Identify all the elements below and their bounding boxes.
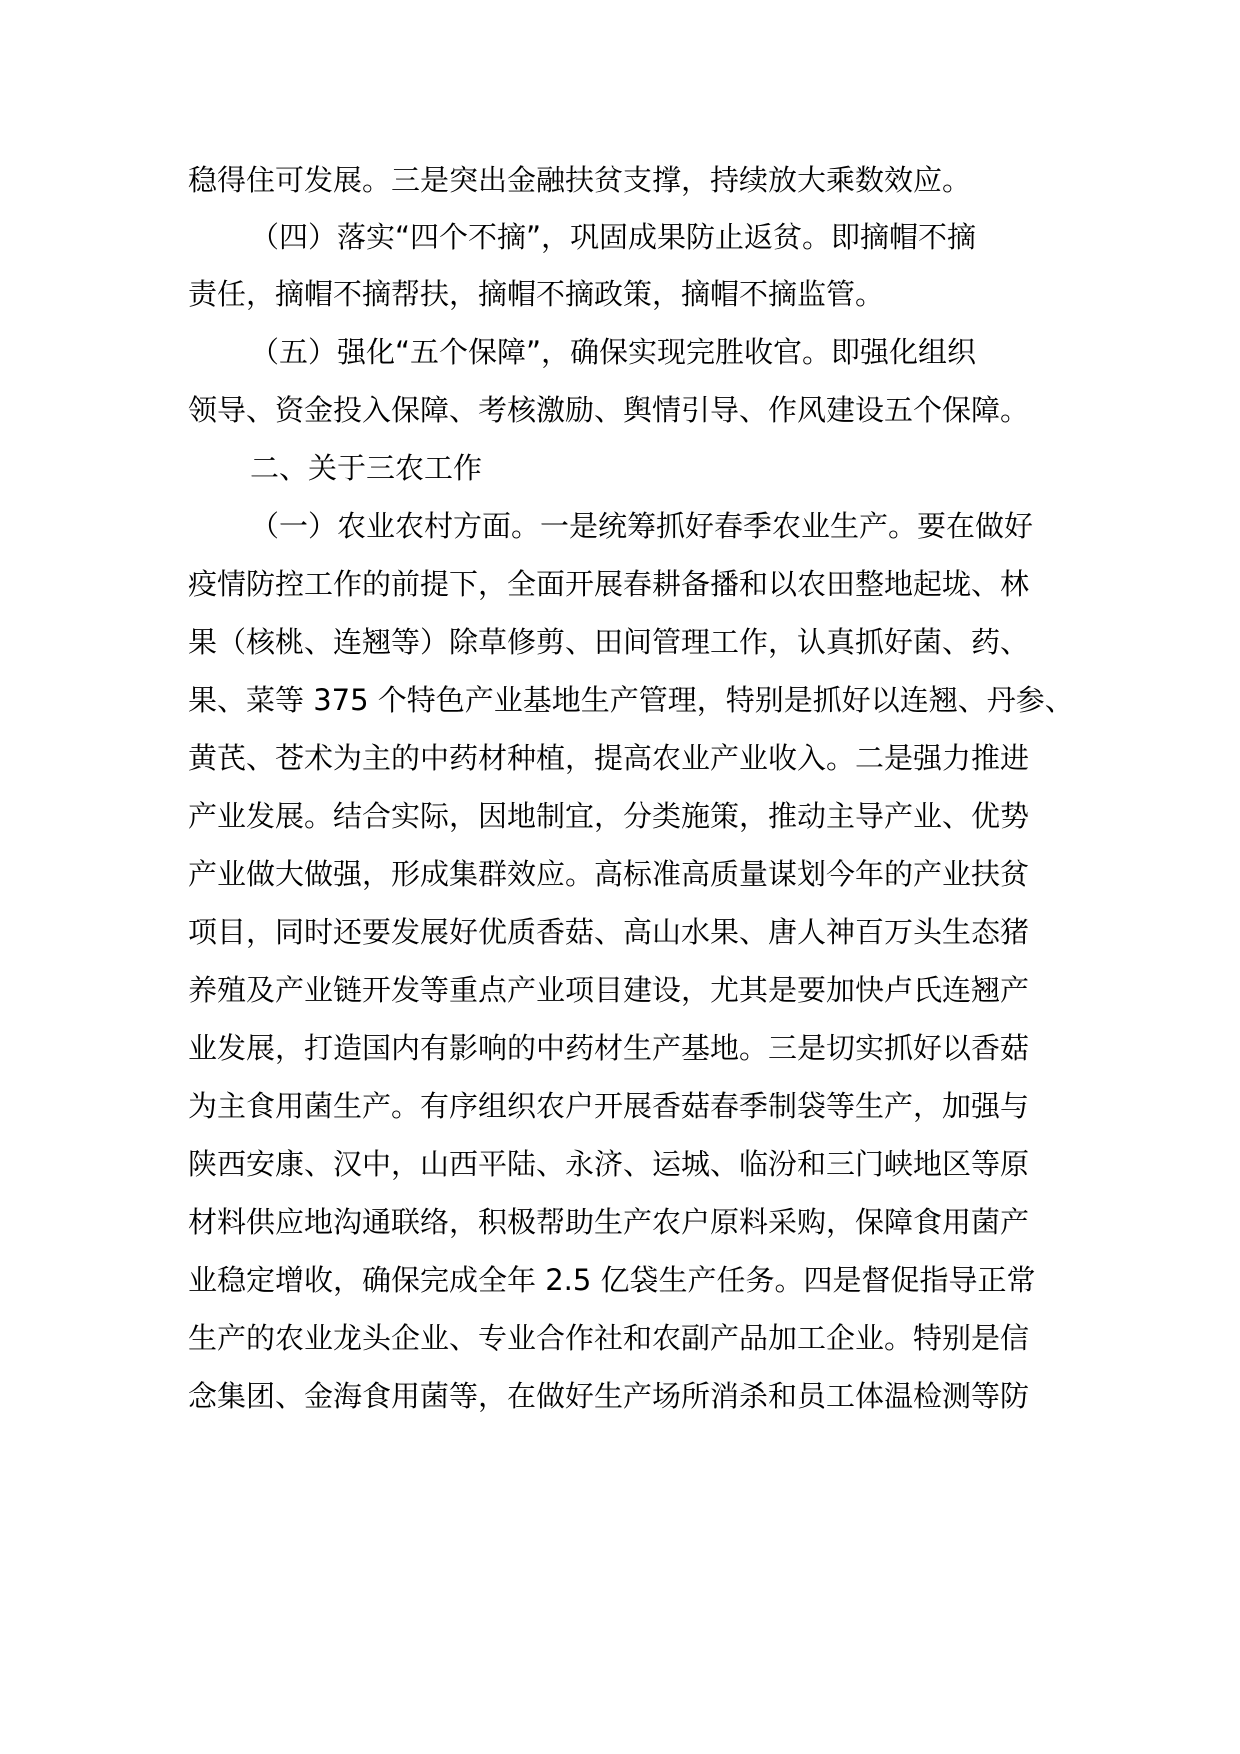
text-line: 项目，同时还要发展好优质香菇、高山水果、唐人神百万头生态猪 (188, 915, 1030, 949)
text-line: 领导、资金投入保障、考核激励、舆情引导、作风建设五个保障。 (188, 393, 1030, 427)
text-line: 果（核桃、连翘等）除草修剪、田间管理工作，认真抓好菌、药、 (188, 625, 1030, 659)
text-line: 果、菜等 375 个特色产业基地生产管理，特别是抓好以连翘、丹参、 (188, 683, 1074, 717)
text-line: 生产的农业龙头企业、专业合作社和农副产品加工企业。特别是信 (188, 1321, 1030, 1355)
text-line: 业稳定增收，确保完成全年 2.5 亿袋生产任务。四是督促指导正常 (188, 1263, 1036, 1297)
text-line: 产业发展。结合实际，因地制宜，分类施策，推动主导产业、优势 (188, 799, 1030, 833)
text-line: 为主食用菌生产。有序组织农户开展香菇春季制袋等生产，加强与 (188, 1089, 1030, 1123)
text-line: 陕西安康、汉中，山西平陆、永济、运城、临汾和三门峡地区等原 (188, 1147, 1030, 1181)
text-line: 稳得住可发展。三是突出金融扶贫支撑，持续放大乘数效应。 (188, 163, 972, 197)
text-line: 责任，摘帽不摘帮扶，摘帽不摘政策，摘帽不摘监管。 (188, 277, 885, 311)
text-line: 业发展，打造国内有影响的中药材生产基地。三是切实抓好以香菇 (188, 1031, 1030, 1065)
text-line: 黄芪、苍术为主的中药材种植，提高农业产业收入。二是强力推进 (188, 741, 1030, 775)
text-line: 念集团、金海食用菌等，在做好生产场所消杀和员工体温检测等防 (188, 1379, 1030, 1413)
section-heading-four: （四）落实“四个不摘”，巩固成果防止返贫。即摘帽不摘 (250, 220, 977, 254)
section-heading-five: （五）强化“五个保障”，确保实现完胜收官。即强化组织 (250, 335, 977, 369)
section-heading-one: （一）农业农村方面。一是统筹抓好春季农业生产。要在做好 (250, 509, 1034, 543)
chapter-heading-two: 二、关于三农工作 (250, 451, 483, 485)
text-line: 养殖及产业链开发等重点产业项目建设，尤其是要加快卢氏连翘产 (188, 973, 1030, 1007)
text-line: 材料供应地沟通联络，积极帮助生产农户原料采购，保障食用菌产 (188, 1205, 1030, 1239)
text-line: 疫情防控工作的前提下，全面开展春耕备播和以农田整地起垅、林 (188, 567, 1030, 601)
text-line: 产业做大做强，形成集群效应。高标准高质量谋划今年的产业扶贫 (188, 857, 1030, 891)
